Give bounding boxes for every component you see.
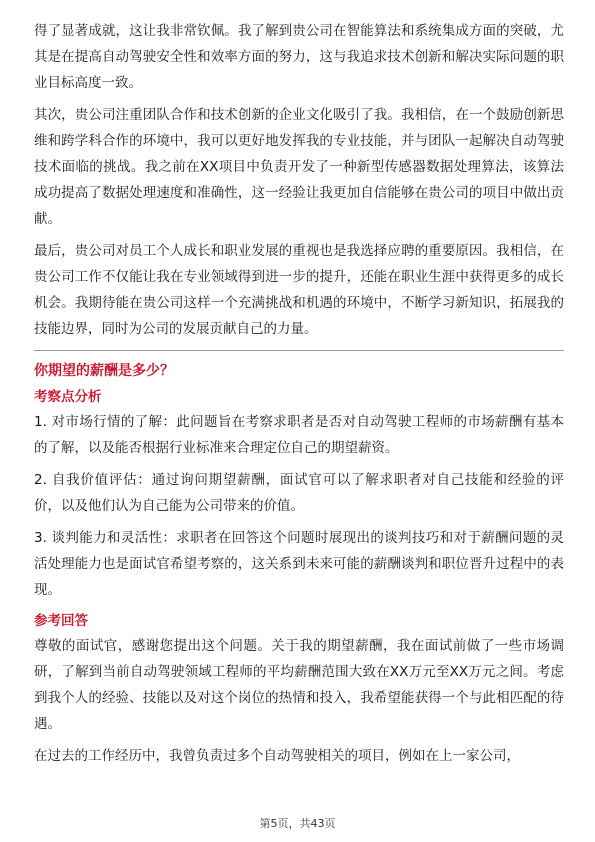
paragraph-personal-growth: 最后，贵公司对员工个人成长和职业发展的重视也是我选择应聘的重要原因。我相信，在贵公司工作不仅能让我在专业领域得到进一步的提升，还能在职业生涯中获得更多的成长机会。我期待能在贵公司这样一个充满挑战和机遇的环境中，不断学习新知识，拓展我的技能边界，同时为公司的发展贡献自己的力量。 xyxy=(34,243,564,337)
paragraph-team-culture: 其次，贵公司注重团队合作和技术创新的企业文化吸引了我。我相信，在一个鼓励创新思维和跨学科合作的环境中，我可以更好地发挥我的专业技能，并与团队一起解决自动驾驶技术面临的挑战。我之前在XX项目中负责开发了一种新型传感器数据处理算法，该算法成功提高了数据处理速度和准确性，这一经验让我更加自信能够在贵公司的项目中做出贡献。 xyxy=(34,107,564,227)
analysis-heading: 考察点分析 xyxy=(34,389,102,405)
answer-paragraph: 在过去的工作经历中，我曾负责过多个自动驾驶相关的项目，例如在上一家公司， xyxy=(34,748,520,764)
page-content xyxy=(34,18,564,775)
analysis-item: 2. 自我价值评估：通过询问期望薪酬，面试官可以了解求职者对自己技能和经验的评价，以及他们认为自己能为公司带来的价值。 xyxy=(34,472,564,514)
analysis-item: 3. 谈判能力和灵活性：求职者在回答这个问题时展现出的谈判技巧和对于薪酬问题的灵活处理能力也是面试官希望考察的，这关系到未来可能的薪酬谈判和职位晋升过程中的表现。 xyxy=(34,530,564,598)
page-number-footer: 第5页，共43页 xyxy=(259,817,336,830)
analysis-item: 1. 对市场行情的了解：此问题旨在考察求职者是否对自动驾驶工程师的市场薪酬有基本的了解，以及能否根据行业标准来合理定位自己的期望薪资。 xyxy=(34,414,564,456)
question-title: 你期望的薪酬是多少？ xyxy=(34,363,174,379)
section-divider xyxy=(34,350,564,351)
answer-heading: 参考回答 xyxy=(34,613,88,629)
paragraph-company-achievement: 得了显著成就，这让我非常钦佩。我了解到贵公司在智能算法和系统集成方面的突破，尤其是在提高自动驾驶安全性和效率方面的努力，这与我追求技术创新和解决实际问题的职业目标高度一致。 xyxy=(34,23,564,91)
answer-paragraph: 尊敬的面试官，感谢您提出这个问题。关于我的期望薪酬，我在面试前做了一些市场调研，了解到当前自动驾驶领域工程师的平均薪酬范围大致在XX万元至XX万元之间。考虑到我个人的经验、技能以及对这个岗位的热情和投入，我希望能获得一个与此相匹配的待遇。 xyxy=(34,638,564,732)
